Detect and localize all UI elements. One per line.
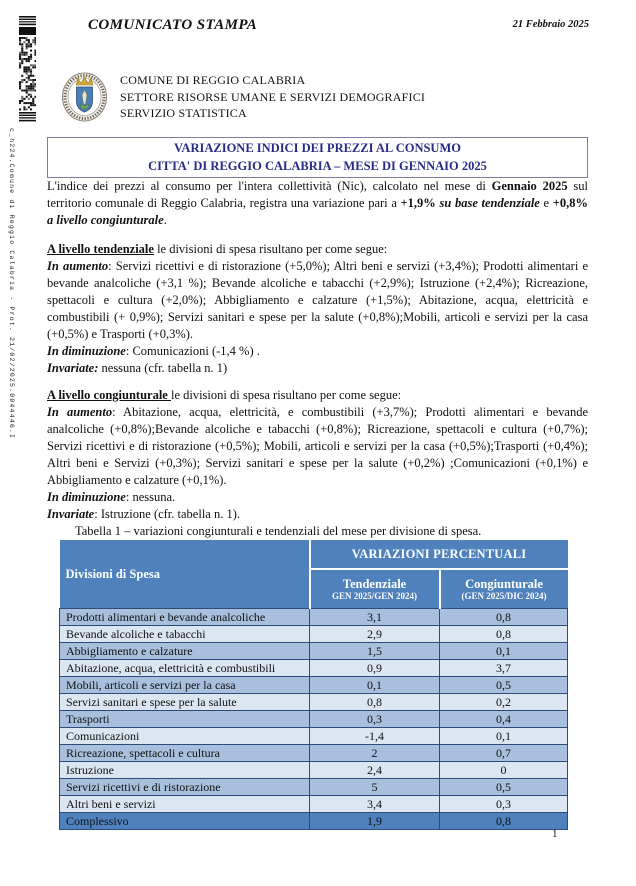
table-caption: Tabella 1 – variazioni congiunturali e tendenziali del mese per divisione di spesa. <box>75 524 482 538</box>
municipal-seal-icon <box>61 69 108 123</box>
text-run: : Servizi ricettivi e di ristorazione (+5,0%); Altri beni e servizi (+3,4%); Prodotti alimentari e bevande analcoliche (+3,1 %); Bevande alcoliche e tabacchi (+2,9%); Istruzione (+2,4%); Ricreazione, spettacoli e cultura (+2,0%); Abbigliamento e calzature (+1,5%); Abitazione, acqua, elettricità e combustibili (+ 0,9%); Servizi sanitari e spese per la salute (+0,8%);Mobili, articoli e servizi per la casa (+0,5%) e Trasporti (+0,3%). <box>47 259 589 341</box>
table-row <box>60 643 568 660</box>
tendenziale-diminuzione <box>47 343 588 360</box>
table-row <box>60 779 568 796</box>
header-tendenziale-period: GEN 2025/GEN 2024) <box>331 590 417 601</box>
text-run: : Istruzione (cfr. tabella n. 1). <box>94 507 241 521</box>
text-run: A livello tendenziale <box>47 242 154 256</box>
table-row <box>60 626 568 643</box>
division-cell: Mobili, articoli e servizi per la casa <box>60 677 310 694</box>
header-tendenziale-title: Tendenziale <box>342 576 407 591</box>
price-variation-table <box>59 540 568 830</box>
value-cell: 3,7 <box>440 660 568 677</box>
text-run: e <box>539 196 553 210</box>
value-cell: 2 <box>310 745 440 762</box>
value-cell: 0,8 <box>440 813 568 830</box>
text-run: L'indice dei prezzi al consumo per l'intera collettività (Nic), calcolato nel mese di <box>47 179 492 193</box>
value-cell: 0,3 <box>440 796 568 813</box>
text-run: a livello congiunturale <box>47 213 164 227</box>
text-run: le divisioni di spesa risultano per come segue: <box>170 388 402 402</box>
text-run: In aumento <box>47 259 109 273</box>
text-run: Invariate: <box>47 361 99 375</box>
table-row <box>60 660 568 677</box>
value-cell: 0,4 <box>440 711 568 728</box>
division-cell: Abitazione, acqua, elettricità e combustibili <box>60 660 310 677</box>
division-cell: Ricreazione, spettacoli e cultura <box>60 745 310 762</box>
document-date: 21 Febbraio 2025 <box>512 19 589 30</box>
value-cell: 0,5 <box>440 677 568 694</box>
header-divisioni-di-spesa: Divisioni di Spesa <box>60 540 310 609</box>
value-cell: 0,9 <box>310 660 440 677</box>
text-run: Invariate <box>47 507 95 521</box>
value-cell: 5 <box>310 779 440 796</box>
page-number: 1 <box>552 828 558 840</box>
division-cell: Trasporti <box>60 711 310 728</box>
congiunturale-aumento <box>47 404 588 489</box>
value-cell: 0,2 <box>440 694 568 711</box>
tendenziale-invariate <box>47 360 588 377</box>
document-header-title: COMUNICATO STAMPA <box>88 17 258 33</box>
value-cell: 0 <box>440 762 568 779</box>
protocol-vertical-text: c_h224.Comune di Reggio Calabria - Prot. 21/02/2025.0044446.I <box>8 128 15 440</box>
header-tendenziale <box>310 569 440 609</box>
value-cell: 0,1 <box>440 728 568 745</box>
text-run: nessuna (cfr. tabella n. 1) <box>98 361 228 375</box>
value-cell: 2,4 <box>310 762 440 779</box>
value-cell: 0,1 <box>440 643 568 660</box>
value-cell: 3,4 <box>310 796 440 813</box>
text-run: le divisioni di spesa risultano per come segue: <box>153 242 388 256</box>
division-cell: Istruzione <box>60 762 310 779</box>
value-cell: 2,9 <box>310 626 440 643</box>
header-congiunturale <box>440 569 568 609</box>
header-variazioni-percentuali: VARIAZIONI PERCENTUALI <box>310 540 568 569</box>
division-cell: Complessivo <box>60 813 310 830</box>
table-row <box>60 609 568 626</box>
text-run: A livello congiunturale <box>47 388 171 402</box>
division-cell: Servizi sanitari e spese per la salute <box>60 694 310 711</box>
text-run: : nessuna. <box>125 490 176 504</box>
text-run: . <box>163 213 167 227</box>
organization-line-1: COMUNE DI REGGIO CALABRIA <box>120 73 306 87</box>
value-cell: 0,8 <box>310 694 440 711</box>
tendenziale-aumento <box>47 258 588 343</box>
value-cell: 1,5 <box>310 643 440 660</box>
congiunturale-diminuzione <box>47 489 588 506</box>
table-header <box>60 540 568 609</box>
intro-paragraph <box>47 178 588 229</box>
barcode-noise <box>19 37 36 110</box>
table-row <box>60 677 568 694</box>
table-row <box>60 762 568 779</box>
value-cell: 0,8 <box>440 626 568 643</box>
text-run: +1,9% <box>400 196 436 210</box>
division-cell: Prodotti alimentari e bevande analcoliche <box>60 609 310 626</box>
text-run: su base tendenziale <box>439 196 540 210</box>
congiunturale-invariate <box>47 506 588 523</box>
value-cell: 0,3 <box>310 711 440 728</box>
text-run: In diminuzione <box>47 490 126 504</box>
division-cell: Altri beni e servizi <box>60 796 310 813</box>
table-row <box>60 711 568 728</box>
subject-title-line-2: CITTA' DI REGGIO CALABRIA – MESE DI GENNAIO 2025 <box>148 159 487 173</box>
header-congiunturale-period: (GEN 2025/DIC 2024) <box>461 590 547 601</box>
header-congiunturale-title: Congiunturale <box>465 576 543 591</box>
organization-block <box>120 72 425 122</box>
text-run: In aumento <box>47 405 113 419</box>
value-cell: 0,7 <box>440 745 568 762</box>
table-row <box>60 745 568 762</box>
text-run: : Abitazione, acqua, elettricità, e combustibili (+3,7%); Prodotti alimentari e bevande analcoliche (+0,8%);Bevande alcoliche e tabacchi (+0,8%); Ricreazione, spettacoli e cultura (+0,7%); Servizi ricettivi e di ristorazione (+0,5%); Mobili, articoli e servizi per la casa (+0,5%);Trasporti (+0,4%); Altri beni e Servizi (+0,3%); Servizi sanitari e spese per la salute (+0,2%) ;Comunicazioni (+0,1%) e Abbigliamento e calzature (+0,1%). <box>47 405 589 487</box>
value-cell: 1,9 <box>310 813 440 830</box>
organization-line-3: SERVIZIO STATISTICA <box>120 106 247 120</box>
text-run: sul territorio comunale di Reggio Calabria, registra una variazione pari a <box>47 179 588 210</box>
organization-line-2: SETTORE RISORSE UMANE E SERVIZI DEMOGRAFICI <box>120 89 426 104</box>
value-cell: 0,5 <box>440 779 568 796</box>
table-row <box>60 813 568 830</box>
table-body <box>60 609 568 830</box>
table-row <box>60 694 568 711</box>
value-cell: 0,8 <box>440 609 568 626</box>
document-body <box>47 178 588 830</box>
table-row <box>60 796 568 813</box>
subject-title-box <box>47 137 588 178</box>
tendenziale-heading <box>47 241 588 258</box>
division-cell: Abbigliamento e calzature <box>60 643 310 660</box>
text-run: In diminuzione <box>47 344 126 358</box>
subject-title-line-1: VARIAZIONE INDICI DEI PREZZI AL CONSUMO <box>174 141 461 155</box>
division-cell: Comunicazioni <box>60 728 310 745</box>
text-run: +0,8% <box>552 196 589 210</box>
value-cell: -1,4 <box>310 728 440 745</box>
division-cell: Bevande alcoliche e tabacchi <box>60 626 310 643</box>
value-cell: 3,1 <box>310 609 440 626</box>
table-row <box>60 728 568 745</box>
congiunturale-heading <box>47 387 588 404</box>
division-cell: Servizi ricettivi e di ristorazione <box>60 779 310 796</box>
protocol-barcode-icon <box>19 16 36 122</box>
text-run: Gennaio 2025 <box>491 179 568 193</box>
text-run: : Comunicazioni (-1,4 %) . <box>125 344 260 358</box>
value-cell: 0,1 <box>310 677 440 694</box>
